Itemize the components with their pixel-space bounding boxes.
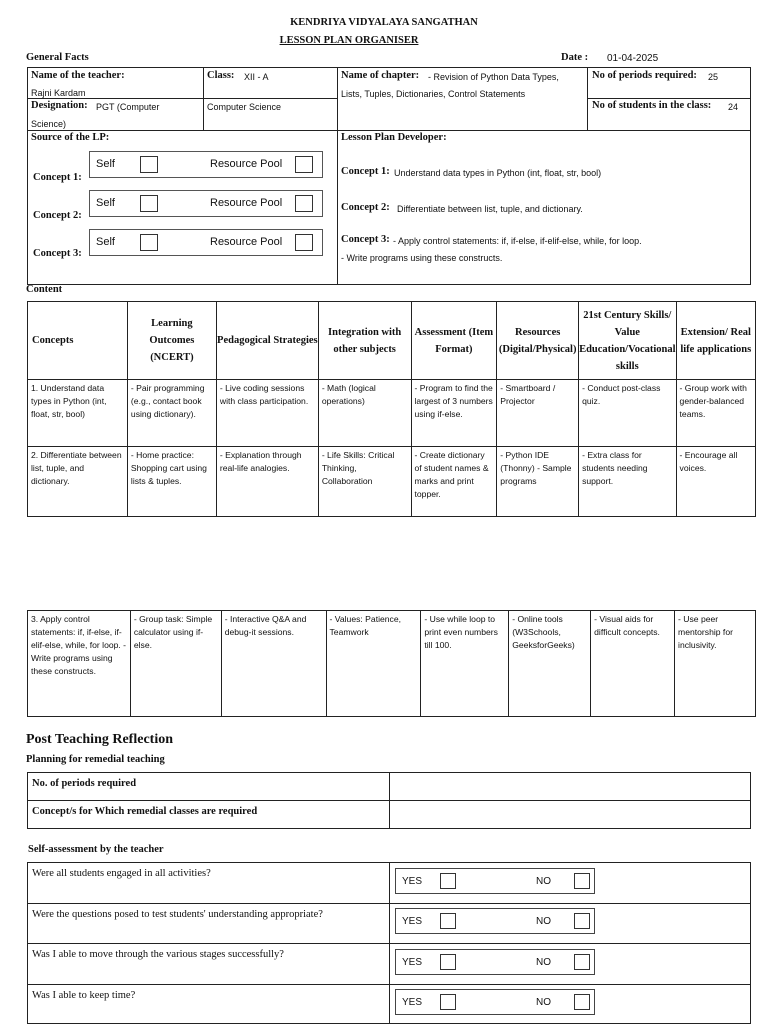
chapter-value-2: Lists, Tuples, Dictionaries, Control Statements — [341, 89, 526, 99]
pool-label: Resource Pool — [210, 158, 283, 170]
content-label: Content — [26, 284, 63, 295]
concept2-label: Concept 2: — [33, 210, 82, 221]
source-label: Source of the LP: — [31, 132, 110, 143]
date-value: 01-04-2025 — [607, 53, 659, 64]
periods-value: 25 — [708, 72, 719, 82]
row2-resources: - Python IDE (Thonny) - Sample programs — [497, 447, 579, 517]
self-label: Self — [96, 236, 115, 248]
dev-concept2-label: Concept 2: — [341, 202, 390, 213]
q3-yes-checkbox[interactable] — [440, 954, 456, 970]
concept1-pool-checkbox[interactable] — [295, 156, 313, 173]
table-row — [28, 447, 756, 517]
concept1-label: Concept 1: — [33, 172, 82, 183]
q2-yes-checkbox[interactable] — [440, 913, 456, 929]
no-label: NO — [536, 876, 551, 887]
question-2: Were the questions posed to test students' understanding appropriate? — [28, 904, 390, 944]
header-skills: 21st Century Skills/ Value Education/Vocational skills — [579, 302, 676, 380]
question-4: Was I able to keep time? — [28, 985, 390, 1024]
q1-yes-no — [395, 868, 595, 894]
dev-concept1-label: Concept 1: — [341, 166, 390, 177]
remedial-periods-label: No. of periods required — [28, 773, 390, 801]
content-table-continued — [27, 610, 756, 717]
q4-no-checkbox[interactable] — [574, 994, 590, 1010]
row2-assessment: - Create dictionary of student names & marks and print topper. — [411, 447, 497, 517]
concept1-self-checkbox[interactable] — [140, 156, 158, 173]
row1-extension: - Group work with gender-balanced teams. — [676, 380, 755, 447]
doc-title: LESSON PLAN ORGANISER — [279, 35, 419, 46]
row1-concept: 1. Understand data types in Python (int, float, str, bool) — [28, 380, 128, 447]
no-label: NO — [536, 997, 551, 1008]
yes-label: YES — [402, 957, 423, 968]
table-row — [28, 380, 756, 447]
chapter-value-1: - Revision of Python Data Types, — [428, 72, 559, 82]
no-label: NO — [536, 957, 551, 968]
row1-integration: - Math (logical operations) — [318, 380, 411, 447]
remedial-concepts-label: Concept/s for Which remedial classes are required — [28, 801, 390, 829]
row3-skills: - Visual aids for difficult concepts. — [591, 611, 675, 717]
no-label: NO — [536, 916, 551, 927]
general-facts-label: General Facts — [26, 52, 89, 63]
teacher-value: Rajni Kardam — [31, 88, 86, 98]
chapter-label: Name of chapter: — [341, 70, 420, 81]
concept1-source-row — [89, 151, 323, 178]
table-row — [28, 944, 751, 985]
row1-outcome: - Pair programming (e.g., contact book using dictionary). — [127, 380, 216, 447]
question-3: Was I able to move through the various stages successfully? — [28, 944, 390, 985]
dev-concept3-text-1: - Apply control statements: if, if-else, if-elif-else, while, for loop. — [393, 236, 642, 246]
designation-label: Designation: — [31, 100, 88, 111]
header-resources: Resources (Digital/Physical) — [497, 302, 579, 380]
self-label: Self — [96, 197, 115, 209]
table-row — [28, 611, 756, 717]
q2-yes-no — [395, 908, 595, 934]
subject-value: Computer Science — [207, 102, 282, 112]
table-row — [28, 904, 751, 944]
self-label: Self — [96, 158, 115, 170]
reflection-title: Post Teaching Reflection — [26, 732, 173, 747]
pool-label: Resource Pool — [210, 197, 283, 209]
content-header-row — [28, 302, 756, 380]
designation-value-2: Science) — [31, 119, 67, 129]
q2-no-checkbox[interactable] — [574, 913, 590, 929]
yes-label: YES — [402, 916, 423, 927]
header-extension: Extension/ Real life applications — [676, 302, 755, 380]
concept2-source-row — [89, 190, 323, 217]
header-integration: Integration with other subjects — [318, 302, 411, 380]
self-assessment-table — [27, 862, 751, 1024]
developer-label: Lesson Plan Developer: — [341, 132, 447, 143]
table-row — [28, 863, 751, 904]
q1-no-checkbox[interactable] — [574, 873, 590, 889]
dev-concept1-text: Understand data types in Python (int, float, str, bool) — [394, 168, 602, 178]
content-table — [27, 301, 756, 517]
q3-no-checkbox[interactable] — [574, 954, 590, 970]
row1-resources: - Smartboard / Projector — [497, 380, 579, 447]
row3-outcome: - Group task: Simple calculator using if-else. — [130, 611, 221, 717]
row1-assessment: - Program to find the largest of 3 numbers using if-else. — [411, 380, 497, 447]
row2-outcome: - Home practice: Shopping cart using lists & tuples. — [127, 447, 216, 517]
header-assessment: Assessment (Item Format) — [411, 302, 497, 380]
students-value: 24 — [728, 102, 739, 112]
periods-label: No of periods required: — [592, 70, 697, 81]
yes-label: YES — [402, 876, 423, 887]
concept3-self-checkbox[interactable] — [140, 234, 158, 251]
row2-pedagogy: - Explanation through real-life analogies. — [216, 447, 318, 517]
row3-concept: 3. Apply control statements: if, if-else, if-elif-else, while, for loop. - Write programs using these constructs. — [28, 611, 131, 717]
row1-pedagogy: - Live coding sessions with class participation. — [216, 380, 318, 447]
q4-yes-no — [395, 989, 595, 1015]
dev-concept3-label: Concept 3: — [341, 234, 390, 245]
q1-yes-checkbox[interactable] — [440, 873, 456, 889]
concept3-source-row — [89, 229, 323, 256]
concept2-self-checkbox[interactable] — [140, 195, 158, 212]
class-label: Class: — [207, 70, 235, 81]
row3-resources: - Online tools (W3Schools, GeeksforGeeks) — [509, 611, 591, 717]
remedial-table — [27, 772, 751, 829]
table-row — [28, 773, 751, 801]
students-label: No of students in the class: — [592, 100, 712, 111]
row3-extension: - Use peer mentorship for inclusivity. — [675, 611, 756, 717]
pool-label: Resource Pool — [210, 236, 283, 248]
row2-integration: - Life Skills: Critical Thinking, Collaboration — [318, 447, 411, 517]
row2-extension: - Encourage all voices. — [676, 447, 755, 517]
concept3-label: Concept 3: — [33, 248, 82, 259]
header-concepts: Concepts — [28, 302, 128, 380]
org-title: KENDRIYA VIDYALAYA SANGATHAN — [290, 17, 478, 28]
row2-skills: - Extra class for students needing support. — [579, 447, 676, 517]
yes-label: YES — [402, 997, 423, 1008]
q3-yes-no — [395, 949, 595, 975]
remedial-label: Planning for remedial teaching — [26, 754, 165, 765]
header-pedagogy: Pedagogical Strategies — [216, 302, 318, 380]
q4-yes-checkbox[interactable] — [440, 994, 456, 1010]
class-value: XII - A — [244, 72, 269, 82]
remedial-periods-field[interactable] — [389, 773, 750, 801]
concept3-pool-checkbox[interactable] — [295, 234, 313, 251]
row3-integration: - Values: Patience, Teamwork — [326, 611, 421, 717]
dev-concept2-text: Differentiate between list, tuple, and dictionary. — [397, 204, 583, 214]
question-1: Were all students engaged in all activities? — [28, 863, 390, 904]
row1-skills: - Conduct post-class quiz. — [579, 380, 676, 447]
designation-value-1: PGT (Computer — [96, 102, 160, 112]
row3-pedagogy: - Interactive Q&A and debug-it sessions. — [221, 611, 326, 717]
header-outcomes: Learning Outcomes (NCERT) — [127, 302, 216, 380]
teacher-label: Name of the teacher: — [31, 70, 125, 81]
dev-concept3-text-2: - Write programs using these constructs. — [341, 253, 503, 263]
concept2-pool-checkbox[interactable] — [295, 195, 313, 212]
row3-assessment: - Use while loop to print even numbers till 100. — [421, 611, 509, 717]
table-row — [28, 801, 751, 829]
self-assessment-label: Self-assessment by the teacher — [28, 844, 164, 855]
remedial-concepts-field[interactable] — [389, 801, 750, 829]
table-row — [28, 985, 751, 1024]
row2-concept: 2. Differentiate between list, tuple, and dictionary. — [28, 447, 128, 517]
date-label: Date : — [561, 52, 589, 63]
